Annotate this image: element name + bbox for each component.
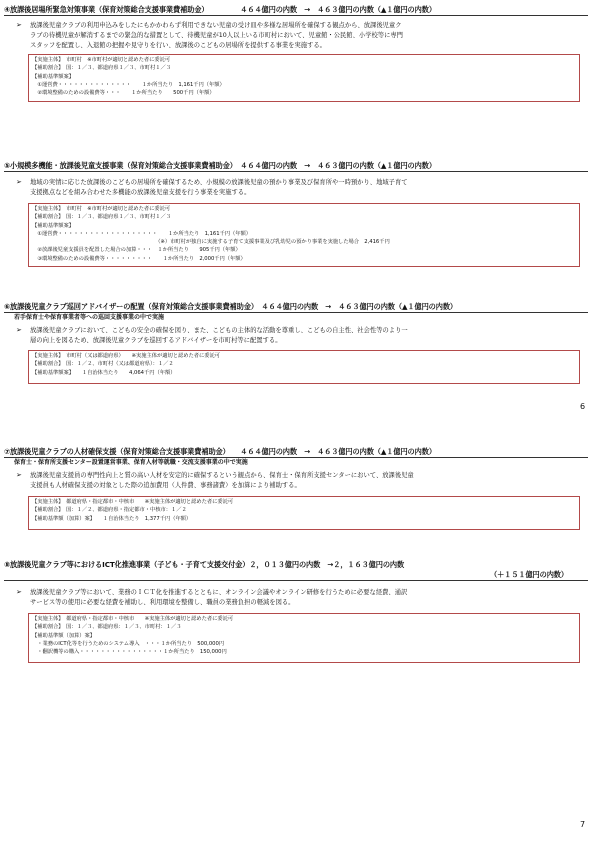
heading-underline — [4, 15, 588, 16]
section-paragraph: 地域の実情に応じた放課後のこどもの居場所を確保するため、小規模の放課後児童の預かり事業及び保育所や一時預かり、地域子育て 支援拠点などを組み合わせた多機能の放課後児童支援を行う事業を実施する。 — [30, 179, 408, 196]
heading-underline — [4, 457, 588, 458]
heading-underline — [4, 171, 588, 172]
section-heading: ⑥放課後児童クラブ巡回アドバイザーの配置（保育対策総合支援事業費補助金） ４６４億円の内数 → ４６３億円の内数（▲１億円の内数） — [4, 302, 458, 311]
section-heading: ⑤小規模多機能・放課後児童支援事業（保育対策総合支援事業費補助金） ４６４億円の内数 → ４６３億円の内数（▲１億円の内数） — [4, 161, 436, 170]
bullet-icon: ➢ — [16, 588, 22, 596]
bullet-icon: ➢ — [16, 178, 22, 186]
details-box: 【実施主体】 市町村 ※市町村が適切と認めた者に委託可 【補助割合】 国：１／３、都道府県１／３、市町村１／３ 【補助基準額案】 ①運営費・・・・・・・・・・・・・・ １か所当たり 1,161千円（年額） ②環境整備のための設備費等・・・ １か所当たり 500千円（年額） — [28, 54, 580, 102]
section-heading: ⑧放課後児童クラブ等におけるICT化推進事業（子ども・子育て支援交付金）２，０１３億円の内数 →２，１６３億円の内数 — [4, 560, 405, 569]
details-box: 【実施主体】 市町村（又は都道府県） ※実施主体が適切と認めた者に委託可 【補助割合】 国：１／２、市町村（又は都道府県）：１／２ 【補助基準額案】 １自治体当たり 4,064千円（年額） — [28, 350, 580, 384]
heading-underline — [4, 312, 588, 313]
details-box: 【実施主体】 都道府県・指定都市・中核市 ※実施主体が適切と認めた者に委託可 【補助割合】 国：１／２、都道府県・指定都市・中核市：１／２ 【補助基準額（加算）案】 １自治体当たり 1,377千円（年額） — [28, 496, 580, 530]
page-number: 7 — [580, 820, 586, 829]
bullet-icon: ➢ — [16, 21, 22, 29]
bullet-icon: ➢ — [16, 326, 22, 334]
section-heading-continued: （＋１５１億円の内数） — [490, 570, 568, 579]
section-paragraph: 放課後児童クラブにおいて、こどもの安全の確保を図り、また、こどもの主体的な活動を尊重し、こどもの自主性、社会性等のより一 層の向上を図るため、放課後児童クラブを巡回するアドバイザーを市町村等に配置する。 — [30, 327, 408, 344]
section-heading: ④放課後居場所緊急対策事業（保育対策総合支援事業費補助金） ４６４億円の内数 → ４６３億円の内数（▲１億円の内数） — [4, 5, 436, 14]
bullet-icon: ➢ — [16, 471, 22, 479]
details-box: 【実施主体】 都道府県・指定都市・中核市 ※実施主体が適切と認めた者に委託可 【補助割合】 国：１／３、都道府県：１／３、市町村：１／３ 【補助基準額（加算）案】 ・業務のICT化等を行うためのシステム導入 ・・・１か所当たり 500,000円 ・翻訳機等の購入・・・・・・・・・・・・・・・・１か所当たり 150,000円 — [28, 613, 580, 663]
page-number: 6 — [580, 402, 586, 411]
section-subheading: 若手保育士や保育事業者等への巡回支援事業の中で実施 — [14, 314, 165, 321]
details-box: 【実施主体】 市町村 ※市町村が適切と認めた者に委託可 【補助割合】 国：１／３、都道府県１／３、市町村１／３ 【補助基準額案】 ①運営費・・・・・・・・・・・・・・・・・・・ １か所当たり 1,161千円（年額） （※）市町村が独自に実施する子育て支援事業及び乳幼児の預かり事業を実施した場合 2,416千円 ②放課後児童支援員を配置した場合の加算・・・ １か所当たり 905千円（年額） ③環境整備のための設備費等・・・・・・・・・ １か所当たり 2,000千円（年額） — [28, 203, 580, 267]
section-subheading: 保育士・保育所支援センター設置運営事業、保育人材等就職・交流支援事業の中で実施 — [14, 459, 248, 466]
section-paragraph: 放課後児童クラブ等において、業務のＩＣＴ化を推進するとともに、オンライン会議やオンライン研修を行うために必要な経費、通訳 サービス等の使用に必要な経費を補助し、利用環境を整備し、職員の業務負担の軽減を図る。 — [30, 589, 408, 606]
section-paragraph: 放課後児童クラブの利用申込みをしたにもかかわらず利用できない児童の受け皿や多様な居場所を確保する観点から、放課後児童ク ラブの待機児童が解消するまでの緊急的な措置として、待機児童が10人以上いる市町村において、児童館・公民館、小学校等に専門 スタッフを配置し、入退館の把握や見守りを行い、放課後のこどもの居場所を提供する事業を実施する。 — [30, 22, 403, 49]
section-paragraph: 放課後児童支援員の専門性向上と質の高い人材を安定的に確保するという観点から、保育士・保育所支援センターにおいて、放課後児童 支援員も人材確保支援の対象とした際の追加費用（人件費、事務諸費）を加算により補助する。 — [30, 472, 414, 489]
section-heading: ⑦放課後児童クラブの人材確保支援（保育対策総合支援事業費補助金） ４６４億円の内数 → ４６３億円の内数（▲１億円の内数） — [4, 447, 436, 456]
heading-underline — [4, 580, 588, 581]
